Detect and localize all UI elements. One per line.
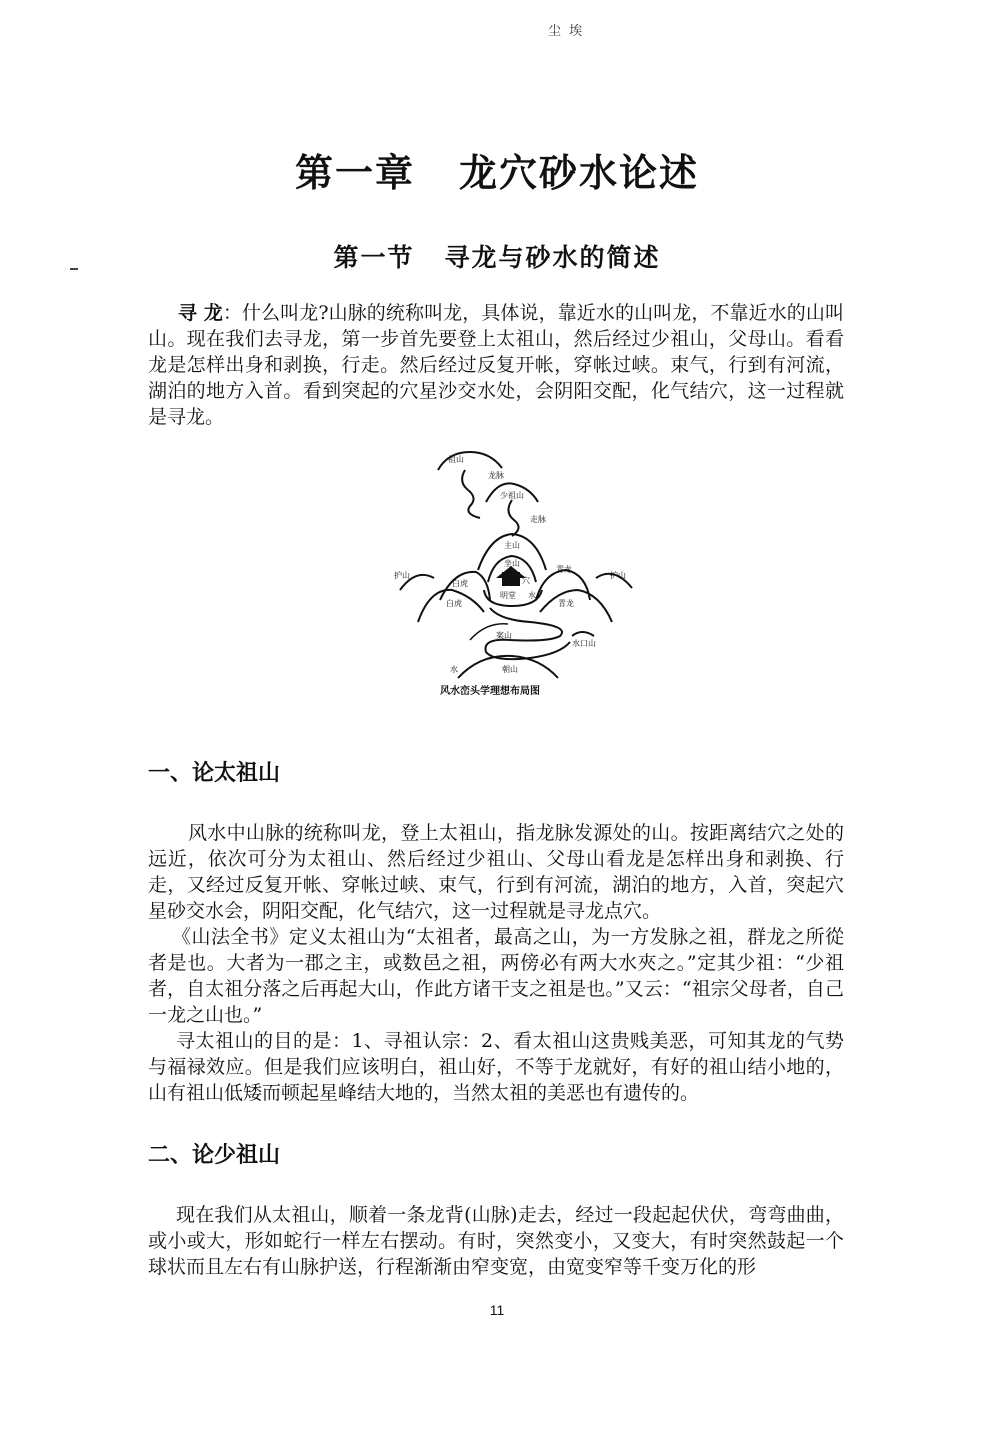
label-baihu-inner: 白虎	[452, 579, 468, 588]
label-hushan-left: 护山	[394, 571, 410, 580]
label-hushan-right: 护山	[610, 571, 626, 580]
section-name: 寻龙与砂水的简述	[444, 243, 661, 272]
label-zhushan: 主山	[504, 541, 520, 550]
label-baihu-outer: 白虎	[446, 599, 462, 608]
label-shui2: 水	[450, 665, 458, 674]
section1-heading: 一、论太祖山	[148, 760, 281, 786]
section-title	[0, 238, 994, 274]
label-mingtang: 明堂	[500, 591, 516, 600]
walking-vein-line	[508, 500, 518, 536]
label-chaoshan: 朝山	[502, 665, 518, 674]
label-qinglong-inner: 青龙	[556, 565, 572, 574]
diagram-caption: 风水峦头学理想布局图	[440, 686, 540, 697]
chapter-name: 龙穴砂水论述	[459, 150, 700, 195]
green-dragon-outer	[540, 590, 612, 622]
label-zuoshan: 坐山	[504, 559, 520, 568]
section2-heading: 二、论少祖山	[148, 1142, 281, 1168]
green-dragon-inner	[536, 570, 590, 600]
section-prefix: 第一节	[333, 243, 415, 272]
dragon-vein-line	[462, 470, 480, 518]
section1-body	[148, 820, 844, 1106]
section2-body	[148, 1202, 844, 1280]
label-shaozu: 少祖山	[500, 491, 524, 500]
intro-paragraph	[148, 300, 844, 430]
chapter-title	[0, 142, 994, 197]
label-anshan: 案山	[496, 631, 512, 640]
label-xue: 穴	[522, 576, 530, 585]
label-zoumai: 走脉	[530, 515, 546, 524]
section1-paragraph: 风水中山脉的统称叫龙，登上太祖山，指龙脉发源处的山。按距离结穴之处的远近，依次可分为太祖山、然后经过少祖山、父母山看龙是怎样出身和剥换、行走，又经过反复开帐、穿帐过峡、束气，行到有河流，湖泊的地方，入首，突起穴星砂交水会，阴阳交配，化气结穴，这一过程就是寻龙点穴。	[148, 822, 844, 922]
section1-paragraph: 寻太祖山的目的是：1、寻祖认宗：2、看太祖山这贵贱美恶，可知其龙的气势与福禄效应。但是我们应该明白，祖山好，不等于龙就好，有好的祖山结小地的，山有祖山低矮而顿起星峰结大地的，当然太祖的美恶也有遗传的。	[148, 1030, 844, 1104]
top-mark: 尘 埃	[548, 24, 585, 39]
fengshui-layout-diagram	[390, 440, 640, 705]
chapter-prefix: 第一章	[294, 150, 415, 195]
label-taizu: 祖山	[448, 455, 464, 464]
section2-paragraph: 现在我们从太祖山，顺着一条龙背(山脉)走去，经过一段起起伏伏，弯弯曲曲，或小或大，形如蛇行一样左右摆动。有时，突然变小，又变大，有时突然鼓起一个球状而且左右有山脉护送，行程渐渐由窄变宽，由宽变窄等千变万化的形	[148, 1204, 844, 1278]
intro-lead: 寻 龙	[178, 302, 223, 324]
section1-paragraph: 《山法全书》定义太祖山为“太祖者，最高之山，为一方发脉之祖，群龙之所從者是也。大者为一郡之主，或数邑之祖，两傍必有两大水夾之。”定其少祖：“少祖者，自太祖分落之后再起大山，作此方诸干支之祖是也。”又云：“祖宗父母者，自己一龙之山也。”	[148, 926, 844, 1026]
label-longmai: 龙脉	[488, 471, 504, 480]
label-shui: 水	[528, 591, 536, 600]
label-qinglong-outer: 青龙	[558, 599, 574, 608]
water-mouth-mountain	[572, 632, 594, 636]
label-shuikoushan: 水口山	[572, 639, 596, 648]
intro-text: ：什么叫龙?山脉的统称叫龙，具体说，靠近水的山叫龙，不靠近水的山叫山。现在我们去寻龙，第一步首先要登上太祖山，然后经过少祖山，父母山。看看龙是怎样出身和剥换，行走。然后经过反复开帐，穿帐过峡。束气，行到有河流，湖泊的地方入首。看到突起的穴星沙交水处，会阴阳交配，化气结穴，这一过程就是寻龙。	[148, 302, 844, 428]
page-number: 11	[489, 1302, 505, 1318]
